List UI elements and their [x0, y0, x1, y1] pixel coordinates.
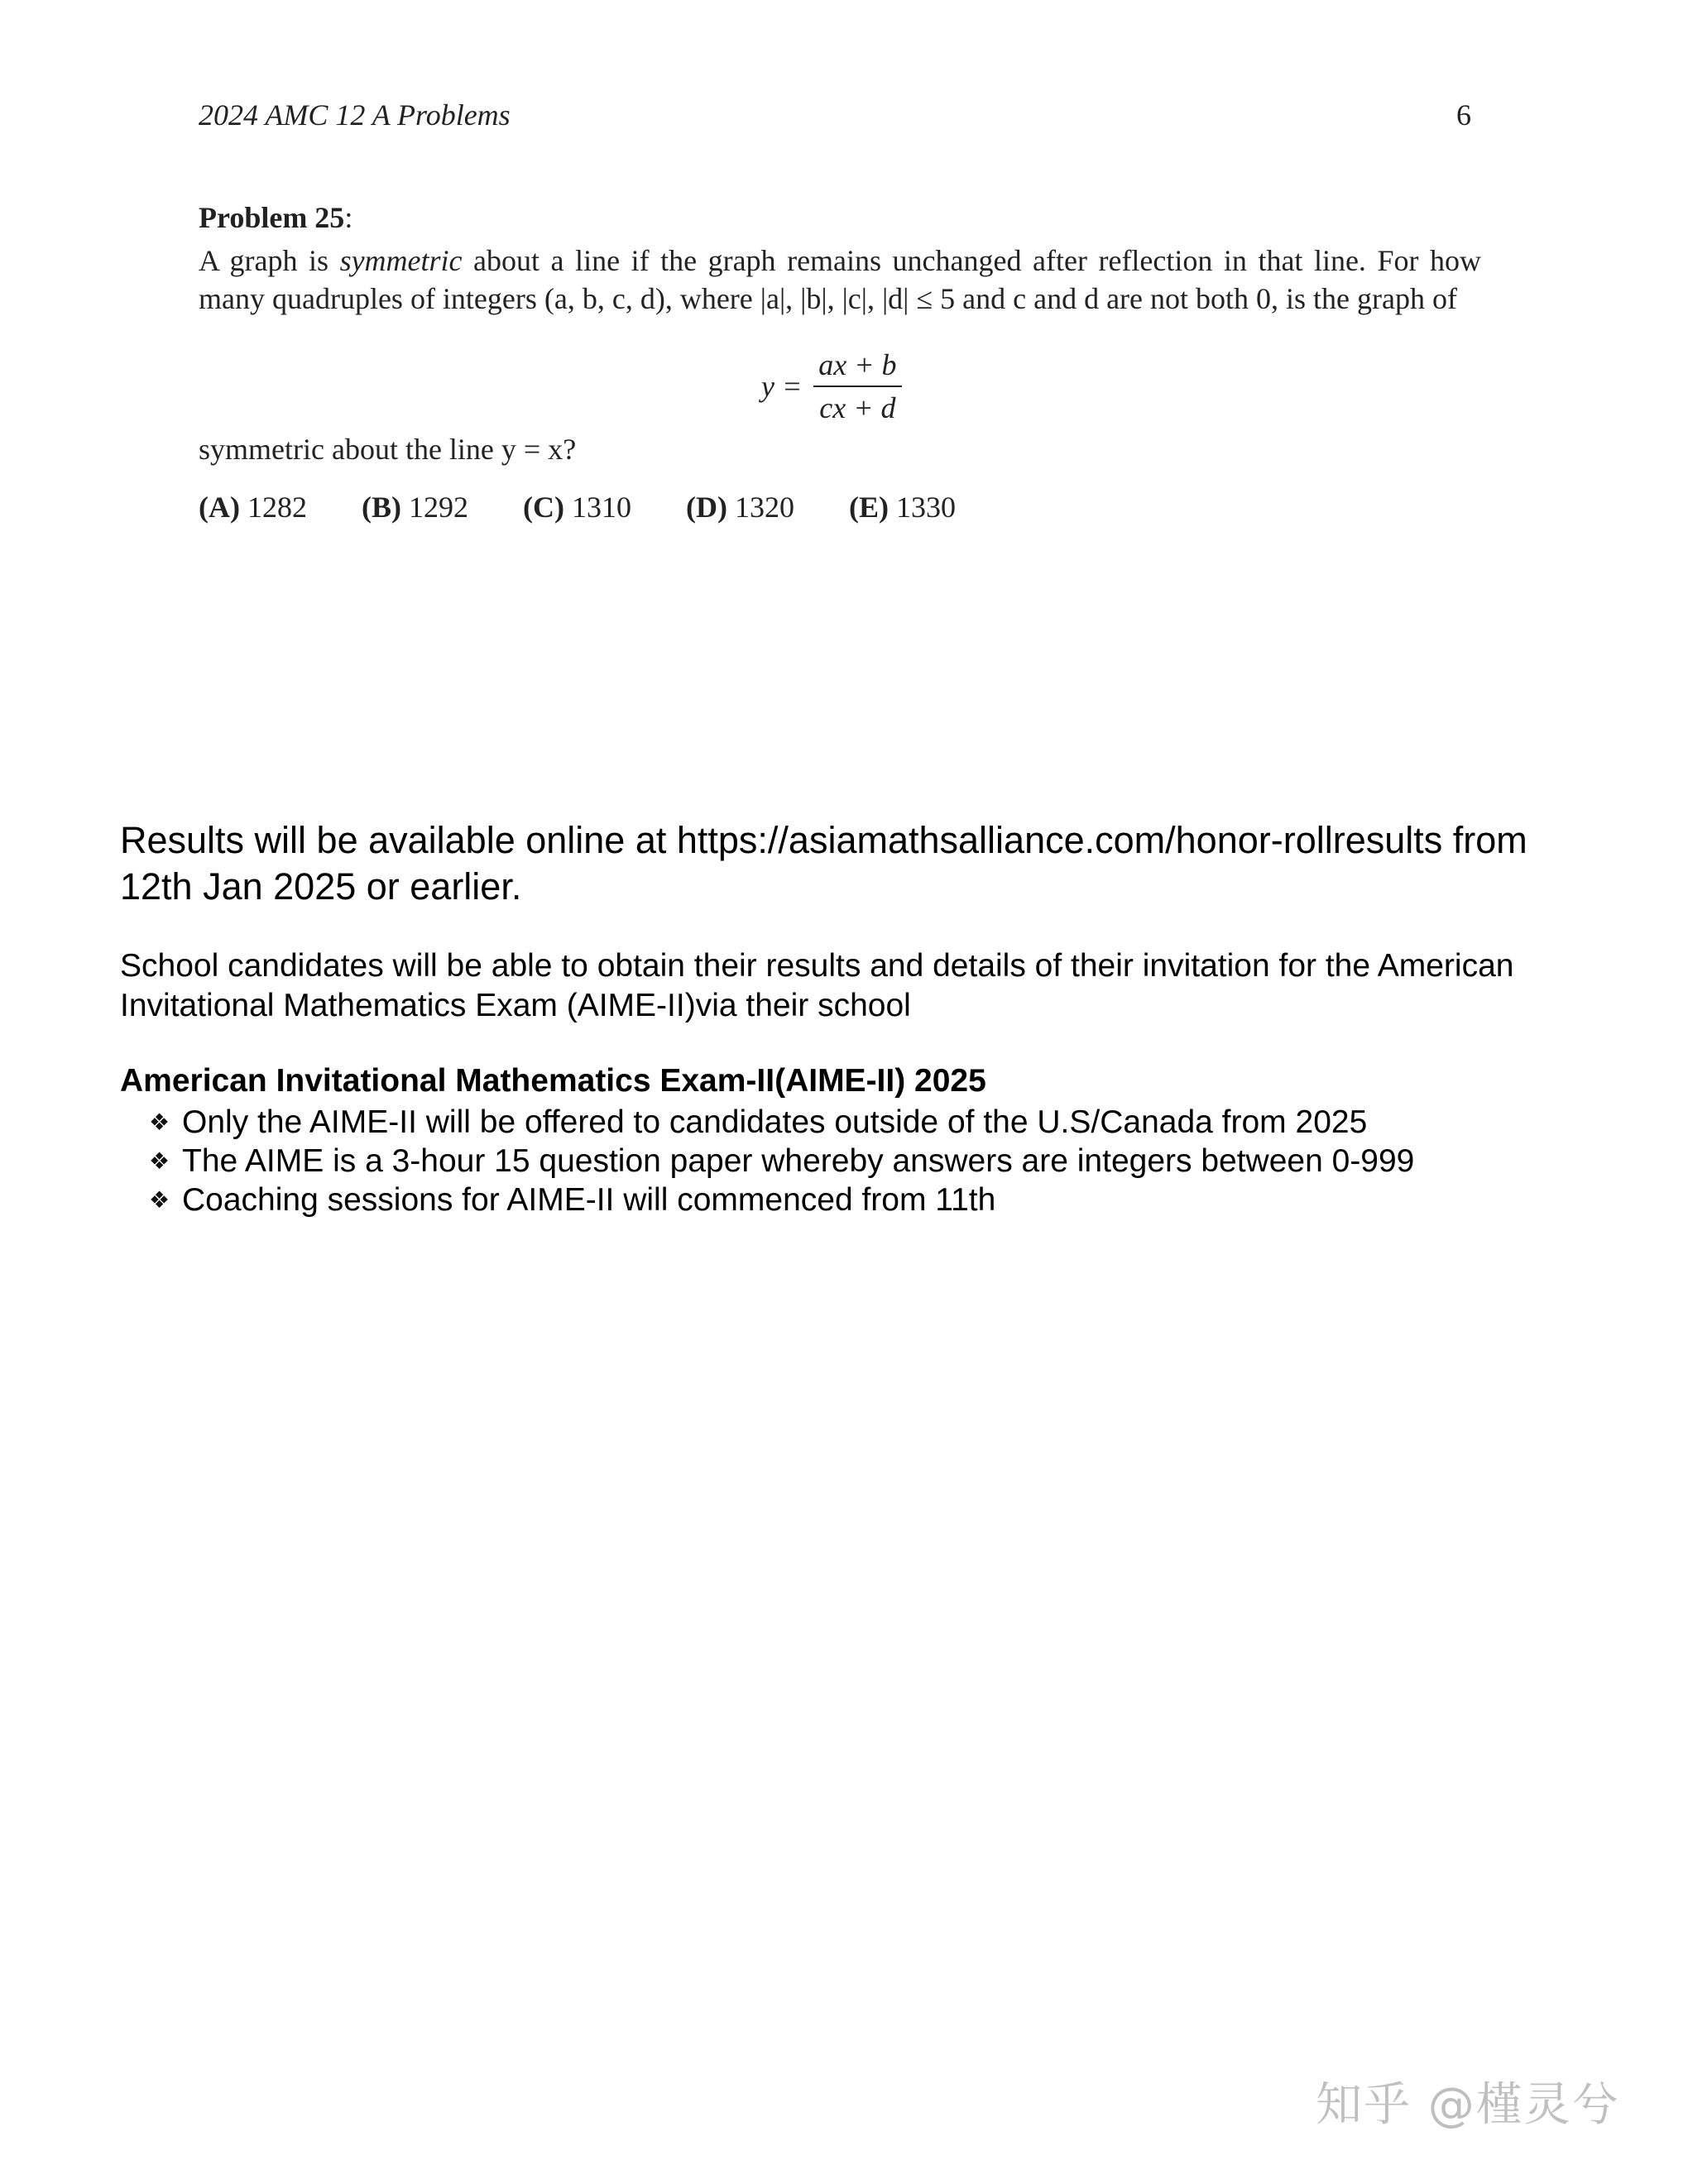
list-item-text: The AIME is a 3-hour 15 question paper whereby answers are integers between 0-999	[182, 1143, 1415, 1179]
problem-statement	[199, 242, 1481, 318]
choice-label: (C)	[522, 491, 564, 524]
diamond-bullet-icon: ❖	[149, 1187, 170, 1213]
watermark: 知乎 @槿灵兮	[1316, 2078, 1620, 2132]
page-number: 6	[1456, 98, 1471, 132]
problem-heading-colon: :	[344, 201, 353, 234]
problem-text-italic: symmetric	[339, 244, 463, 277]
answer-choices	[199, 490, 1010, 524]
choice-value: 1330	[895, 491, 956, 524]
list-item	[149, 1103, 1414, 1142]
document-title: 2024 AMC 12 A Problems	[199, 98, 511, 132]
question-end: symmetric about the line y = x?	[199, 433, 577, 466]
choice-a	[199, 490, 307, 524]
choice-value: 1320	[734, 491, 794, 524]
choice-label: (D)	[685, 491, 727, 524]
problem-heading	[199, 199, 1481, 237]
choice-value: 1282	[247, 491, 307, 524]
equation-fraction	[813, 347, 901, 425]
problem-text-part1: A graph is	[199, 244, 340, 277]
diamond-bullet-icon: ❖	[149, 1109, 170, 1135]
equation-numerator: ax + b	[813, 347, 901, 387]
list-item-text: Coaching sessions for AIME-II will commenced from 11th	[182, 1182, 996, 1218]
problem-heading-label: Problem 25	[199, 201, 345, 234]
choice-d	[686, 490, 794, 524]
choice-e	[849, 490, 956, 524]
choice-label: (A)	[199, 491, 240, 524]
choice-label: (B)	[361, 491, 401, 524]
running-header	[199, 98, 1479, 132]
list-item	[149, 1142, 1414, 1181]
equation-lhs: y =	[761, 370, 803, 403]
choice-value: 1310	[571, 491, 631, 524]
choice-c	[523, 490, 631, 524]
choice-value: 1292	[408, 491, 468, 524]
results-announcement: Results will be available online at https://asiamathsalliance.com/honor-rollresults from 12th Jan 2025 or earlier.	[120, 819, 1527, 908]
diamond-bullet-icon: ❖	[149, 1148, 170, 1174]
choice-b	[362, 490, 468, 524]
problem-text-part2: about a line if the graph remains unchanged after reflection in that line. For how many quadruples of integers (a, b, c, d), where |a|, |b|, |c|, |d| ≤ 5 and c and d are not both 0, is the graph of	[199, 244, 1481, 315]
school-candidates-note: School candidates will be able to obtain their results and details of their invitation for the American Invitational Mathematics Exam (AIME-II)via their school	[120, 948, 1514, 1023]
list-item	[149, 1181, 1414, 1219]
aime-heading: American Invitational Mathematics Exam-II(AIME-II) 2025	[120, 1063, 986, 1099]
equation-denominator: cx + d	[819, 391, 896, 424]
problem-block	[199, 199, 1481, 318]
list-item-text: Only the AIME-II will be offered to candidates outside of the U.S/Canada from 2025	[182, 1104, 1368, 1140]
equation	[761, 347, 902, 425]
choice-label: (E)	[848, 491, 889, 524]
aime-bullet-list	[149, 1103, 1414, 1219]
